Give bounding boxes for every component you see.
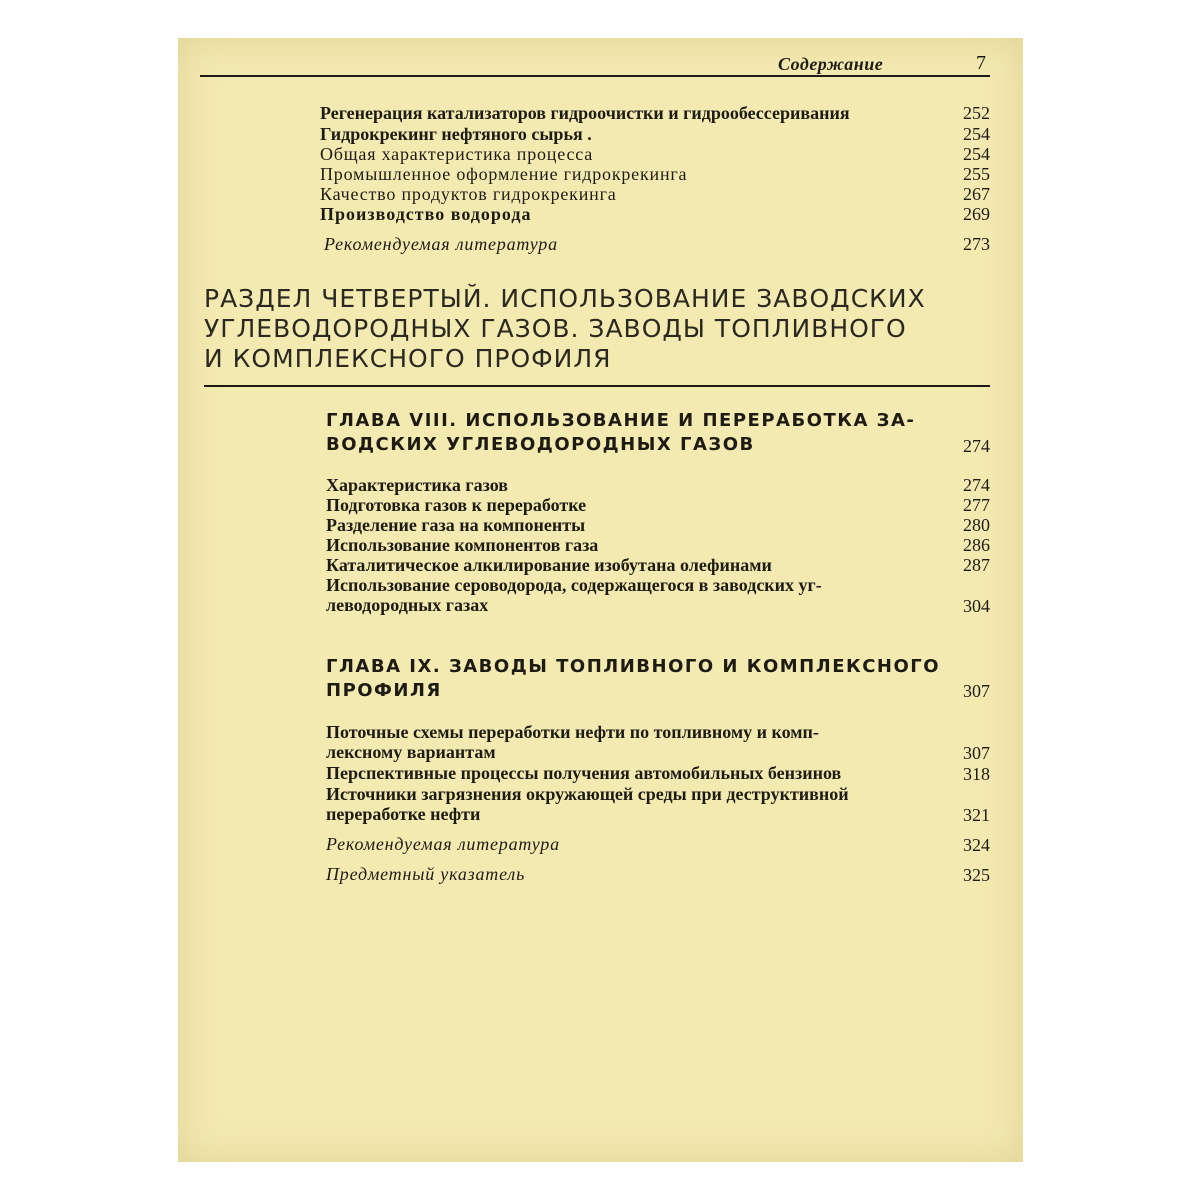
toc-entry: Каталитическое алкилирование изобутана олефинами (326, 555, 772, 575)
toc-entry-page: 287 (963, 555, 990, 575)
toc-entry: Общая характеристика процесса (320, 144, 594, 164)
part-title-line: УГЛЕВОДОРОДНЫХ ГАЗОВ. ЗАВОДЫ ТОПЛИВНОГО (204, 314, 907, 343)
toc-entry: Использование сероводорода, содержащегося в заводских уг- (326, 575, 822, 595)
toc-entry-continuation: леводородных газах (326, 595, 489, 615)
toc-entry: Регенерация катализаторов гидроочистки и гидрообессеривания (320, 103, 850, 123)
header-rule (200, 75, 990, 77)
toc-entry-index: Предметный указатель (326, 864, 526, 884)
toc-entry: Использование компонентов газа (326, 535, 599, 555)
toc-entry-references: Рекомендуемая литература (326, 834, 560, 854)
part-rule (204, 385, 990, 387)
toc-entry: Производство водорода (320, 204, 532, 224)
toc-entry-continuation: переработке нефти (326, 804, 481, 824)
toc-entry: Поточные схемы переработки нефти по топливному и комп- (326, 722, 819, 742)
toc-entry: Промышленное оформление гидрокрекинга (320, 164, 688, 184)
toc-entry-page: 274 (963, 475, 990, 495)
running-header-title: Содержание (778, 54, 884, 74)
toc-entry-page: 267 (963, 184, 990, 204)
chapter-title-line: ВОДСКИХ УГЛЕВОДОРОДНЫХ ГАЗОВ (326, 434, 755, 455)
toc-entry-page: 304 (963, 596, 990, 616)
book-page (178, 38, 1023, 1162)
toc-entry-page: 269 (963, 204, 990, 224)
toc-entry-page: 280 (963, 515, 990, 535)
toc-entry-page: 252 (963, 103, 990, 123)
chapter-page: 307 (963, 681, 990, 701)
toc-entry: Качество продуктов гидрокрекинга (320, 184, 617, 204)
toc-entry-page: 277 (963, 495, 990, 515)
toc-entry-page: 324 (963, 835, 990, 855)
toc-entry-continuation: лексному вариантам (326, 742, 496, 762)
toc-entry: Гидрокрекинг нефтяного сырья . (320, 124, 592, 144)
toc-entry: Перспективные процессы получения автомобильных бензинов (326, 763, 842, 783)
part-title-line: И КОМПЛЕКСНОГО ПРОФИЛЯ (204, 344, 612, 373)
toc-entry-page: 325 (963, 865, 990, 885)
chapter-page: 274 (963, 436, 990, 456)
toc-entry: Характеристика газов (326, 475, 508, 495)
toc-entry-page: 307 (963, 743, 990, 763)
toc-entry-page: 321 (963, 805, 990, 825)
toc-entry: Источники загрязнения окружающей среды при деструктивной (326, 784, 849, 804)
toc-entry-page: 254 (963, 124, 990, 144)
toc-entry-page: 318 (963, 764, 990, 784)
toc-entry: Подготовка газов к переработке (326, 495, 587, 515)
toc-entry: Разделение газа на компоненты (326, 515, 586, 535)
toc-entry-page: 286 (963, 535, 990, 555)
chapter-title-line: ГЛАВА VIII. ИСПОЛЬЗОВАНИЕ И ПЕРЕРАБОТКА ЗА- (326, 410, 916, 431)
chapter-title-line: ГЛАВА IX. ЗАВОДЫ ТОПЛИВНОГО И КОМПЛЕКСНОГО (326, 656, 941, 677)
toc-entry-page: 273 (963, 234, 990, 254)
running-header-page-number: 7 (976, 52, 986, 74)
chapter-title-line: ПРОФИЛЯ (326, 680, 442, 701)
part-title-line: РАЗДЕЛ ЧЕТВЕРТЫЙ. ИСПОЛЬЗОВАНИЕ ЗАВОДСКИХ (204, 284, 926, 313)
toc-entry-page: 255 (963, 164, 990, 184)
toc-entry-references: Рекомендуемая литература (324, 234, 558, 254)
toc-entry-page: 254 (963, 144, 990, 164)
